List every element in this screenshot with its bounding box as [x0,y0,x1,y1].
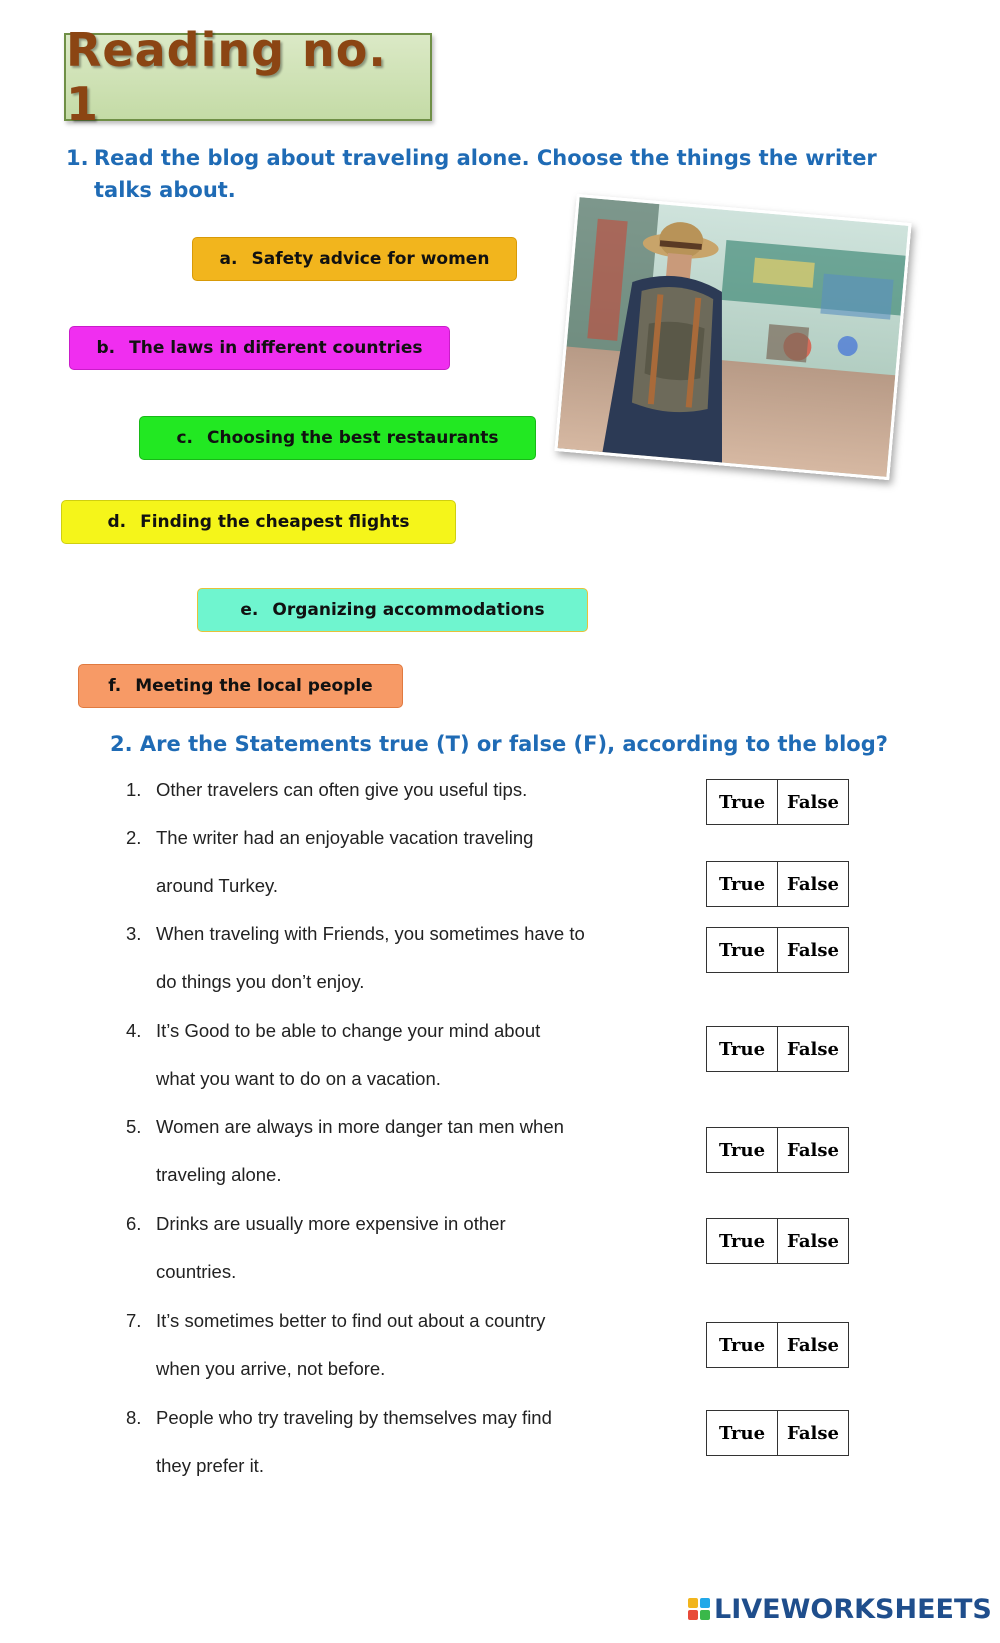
question-1-heading [66,142,886,206]
choice-d[interactable] [61,500,456,544]
choice-b[interactable] [69,326,450,370]
true-false-selector-7 [706,1322,849,1368]
false-option[interactable]: False [777,862,848,906]
statement-8 [126,1394,576,1490]
true-false-selector-5 [706,1127,849,1173]
choice-label: Meeting the local people [135,676,373,696]
false-option[interactable]: False [777,928,848,972]
choice-label: Safety advice for women [251,249,490,269]
true-false-selector-6 [706,1218,849,1264]
statement-6 [126,1200,536,1296]
statement-text: It’s sometimes better to find out about a country when you arrive, not before. [156,1310,546,1379]
choice-letter: f. [108,676,122,696]
true-option[interactable]: True [718,873,766,895]
false-option[interactable]: False [777,1128,848,1172]
false-option[interactable]: False [777,1219,848,1263]
liveworksheets-wordmark: LIVEWORKSHEETS [714,1593,992,1625]
false-option[interactable]: False [777,1027,848,1071]
statement-text: People who try traveling by themselves may find they prefer it. [156,1407,552,1476]
statement-number: 1. [126,779,142,800]
choice-label: Choosing the best restaurants [206,428,499,448]
choice-letter: a. [219,249,238,269]
statement-7 [126,1297,576,1393]
statement-text: Women are always in more danger tan men when traveling alone. [156,1116,564,1185]
question-2-heading: 2. Are the Statements true (T) or false (F), according to the blog? [110,732,888,756]
true-false-selector-2 [706,861,849,907]
false-option[interactable]: False [777,1411,848,1455]
statement-number: 3. [126,923,142,944]
true-option[interactable]: True [718,1038,766,1060]
choice-letter: b. [96,338,116,358]
statement-1 [126,766,686,814]
statement-number: 2. [126,827,142,848]
true-option[interactable]: True [718,1139,766,1161]
question-1-number: 1. [66,146,89,170]
choice-c[interactable] [139,416,536,460]
statement-text: The writer had an enjoyable vacation traveling around Turkey. [156,827,534,896]
worksheet-title: Reading no. 1 [66,23,387,131]
statement-number: 8. [126,1407,142,1428]
statement-5 [126,1103,576,1199]
true-option[interactable]: True [718,1230,766,1252]
statement-number: 7. [126,1310,142,1331]
true-option[interactable]: True [718,1422,766,1444]
statement-number: 6. [126,1213,142,1234]
choice-letter: c. [176,428,193,448]
choice-label: Finding the cheapest flights [140,512,410,532]
question-1-text: Read the blog about traveling alone. Choose the things the writer talks about. [94,146,877,202]
statement-text: It’s Good to be able to change your mind about what you want to do on a vacation. [156,1020,541,1089]
statement-text: Drinks are usually more expensive in other countries. [156,1213,506,1282]
worksheet-title-box [64,23,432,131]
choice-e[interactable] [197,588,588,632]
true-false-selector-8 [706,1410,849,1456]
choice-label: The laws in different countries [129,338,423,358]
statement-number: 5. [126,1116,142,1137]
true-option[interactable]: True [718,791,766,813]
statement-3 [126,910,586,1006]
choice-f[interactable] [78,664,403,708]
true-false-selector-3 [706,927,849,973]
statement-text: Other travelers can often give you useful tips. [156,779,528,800]
true-false-selector-4 [706,1026,849,1072]
choice-a[interactable] [192,237,517,281]
statement-number: 4. [126,1020,142,1041]
statement-4 [126,1007,566,1103]
statement-2 [126,814,586,910]
true-option[interactable]: True [718,1334,766,1356]
true-false-selector-1 [706,779,849,825]
liveworksheets-brand [688,1594,992,1624]
false-option[interactable]: False [777,1323,848,1367]
false-option[interactable]: False [777,780,848,824]
choice-label: Organizing accommodations [272,600,545,620]
true-option[interactable]: True [718,939,766,961]
traveler-photo [554,194,911,480]
statement-text: When traveling with Friends, you sometimes have to do things you don’t enjoy. [156,923,585,992]
liveworksheets-logo-icon [688,1598,710,1620]
choice-letter: d. [107,512,127,532]
choice-letter: e. [240,600,259,620]
